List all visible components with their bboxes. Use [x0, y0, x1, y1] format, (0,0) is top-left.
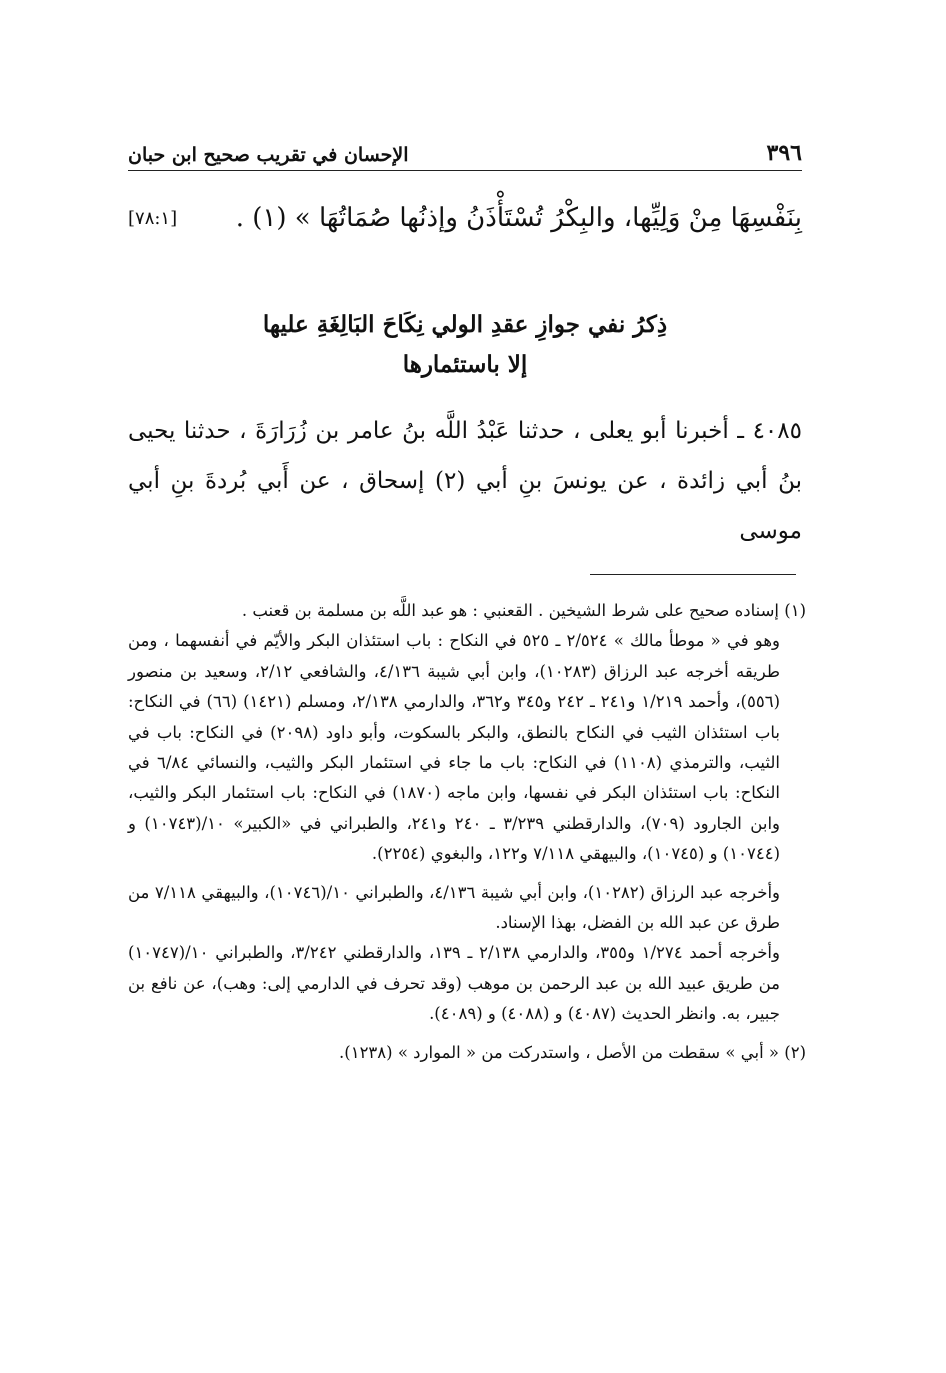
footnote-1-line: (١) إسناده صحيح على شرط الشيخين . القعنبي : هو عبد اللَّه بن مسلمة بن قعنب . [241, 601, 806, 620]
footnote-separator [590, 574, 796, 575]
footnote-1-paragraph: وهو في « موطأ مالك » ٢/٥٢٤ ـ ٥٢٥ في النكاح : باب استئذان البكر والأيّم في أنفسهما ، ومن طريقه أخرجه عبد الرزاق (١٠٢٨٣)، وابن أبي شيبة ٤/١٣٦، والشافعي ٢/١٢، وسعيد بن منصور (٥٥٦)، وأحمد ١/٢١٩ و٢٤١ ـ ٢٤٢ و٣٤٥ و٣٦٢، والدارمي ٢/١٣٨، ومسلم (١٤٢١) (٦٦) في النكاح: باب استئذان الثيب في النكاح بالنطق، والبكر بالسكوت، وأبو داود (٢٠٩٨) في النكاح: باب في الثيب، والترمذي (١١٠٨) في النكاح: باب ما جاء في استئمار البكر والثيب، والنسائي ٦/٨٤ في النكاح: باب استئذان البكر في نفسها، وابن ماجه (١٨٧٠) في النكاح: باب استئمار البكر والثيب، وابن الجارود (٧٠٩)، والدارقطني ٣/٢٣٩ ـ ٢٤٠ و٢٤١، والطبراني في «الكبير» ١٠/(١٠٧٤٣) و (١٠٧٤٤) و (١٠٧٤٥)، والبيهقي ٧/١١٨ و١٢٢، والبغوي (٢٢٥٤). [128, 631, 781, 864]
footnote-2: (٢) « أبي » سقطت من الأصل ، واستدركت من « الموارد » (١٢٣٨). [339, 1042, 806, 1062]
chapter-heading-line-2: إلا باستئمارها [402, 351, 528, 378]
previous-hadith-ending [128, 196, 802, 240]
hadith-text: ٤٠٨٥ ـ أخبرنا أبو يعلى ، حدثنا عَبْدُ اللَّه بنُ عامر بن زُرَارَةَ ، حدثنا يحيى بنُ أبي زائدة ، عن يونسَ بنِ أبي (٢) إسحاق ، عن أَبي بُردةَ بنِ أبي موسى [128, 418, 802, 544]
chapter-heading-line-1: ذِكرُ نفي جوازِ عقدِ الولي نِكَاحَ البَالِغَةِ عليها [262, 311, 668, 338]
hadith-body [128, 406, 802, 556]
page-number: ٣٩٦ [766, 140, 802, 166]
header-rule [128, 170, 802, 171]
hadith-reference: [٧٨:١] [128, 207, 178, 229]
page-header [128, 132, 802, 166]
hadith-ending-text: بِنَفْسِهَا مِنْ وَلِيِّها، والبِكْرُ تُسْتَأْذَنُ وإذنُها صُمَاتُهَا » (١) . [235, 203, 802, 233]
footnote-1-paragraph: وأخرجه أحمد ١/٢٧٤ و٣٥٥، والدارمي ٢/١٣٨ ـ ١٣٩، والدارقطني ٣/٢٤٢، والطبراني ١٠/(١٠٧٤٧) من طريق عبيد الله بن عبد الرحمن بن موهب (وقد تحرف في الدارمي إلى: وهب)، عن نافع بن جبير، به. وانظر الحديث (٤٠٨٧) و (٤٠٨٨) و (٤٠٨٩). [128, 943, 780, 1024]
footnotes [128, 596, 806, 1068]
footnote-1-paragraph: وأخرجه عبد الرزاق (١٠٢٨٢)، وابن أبي شيبة ٤/١٣٦، والطبراني ١٠/(١٠٧٤٦)، والبيهقي ٧/١١٨ من طرق عن عبد الله بن الفضل، بهذا الإسناد. [128, 882, 780, 933]
book-title: الإحسان في تقريب صحيح ابن حبان [128, 144, 409, 166]
chapter-heading [128, 305, 802, 385]
